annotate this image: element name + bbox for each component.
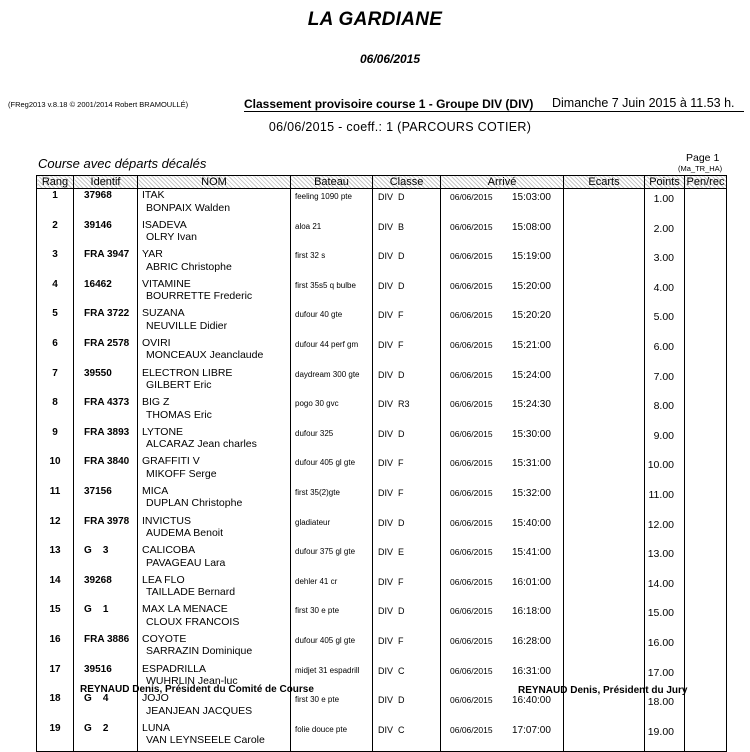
cell-nom [138, 396, 291, 426]
cell-penrec [685, 663, 727, 693]
skipper-name: MIKOFF Serge [146, 467, 217, 480]
boat-name: CALICOBA [142, 544, 196, 557]
cell-penrec [685, 337, 727, 367]
cell-rang: 8 [37, 396, 74, 426]
skipper-name: DUPLAN Christophe [146, 497, 243, 510]
boat-name: BIG Z [142, 396, 170, 409]
arrival-date: 06/06/2015 [450, 665, 493, 676]
cell-rang: 17 [37, 663, 74, 693]
cell-penrec [685, 574, 727, 604]
table-row [37, 722, 727, 752]
cell-classe: DIV C [373, 722, 441, 752]
arrival-date: 06/06/2015 [450, 339, 493, 350]
cell-points: 11.00 [645, 485, 685, 515]
arrival-date: 06/06/2015 [450, 428, 493, 439]
cell-rang: 3 [37, 248, 74, 278]
cell-arrive [441, 367, 564, 397]
cell-arrive [441, 219, 564, 249]
cell-penrec [685, 426, 727, 456]
skipper-name: TAILLADE Bernard [146, 586, 236, 599]
skipper-name: ABRIC Christophe [146, 260, 232, 273]
cell-identif: FRA 3722 [74, 307, 138, 337]
cell-classe: DIV F [373, 485, 441, 515]
skipper-name: JEANJEAN JACQUES [146, 704, 253, 717]
boat-name: ISADEVA [142, 218, 187, 231]
cell-nom [138, 367, 291, 397]
cell-bateau: gladiateur [291, 515, 373, 545]
cell-identif: 39268 [74, 574, 138, 604]
arrival-time: 15:41:00 [512, 547, 551, 559]
cell-bateau: first 30 e pte [291, 603, 373, 633]
boat-name: ELECTRON LIBRE [142, 366, 233, 379]
cell-rang: 14 [37, 574, 74, 604]
arrival-date: 06/06/2015 [450, 606, 493, 617]
table-row [37, 248, 727, 278]
cell-penrec [685, 603, 727, 633]
cell-arrive [441, 278, 564, 308]
col-header-points: Points [645, 176, 685, 189]
arrival-time: 15:03:00 [512, 192, 551, 203]
cell-ecarts [564, 367, 645, 397]
cell-rang: 18 [37, 692, 74, 722]
cell-ecarts [564, 396, 645, 426]
arrival-date: 06/06/2015 [450, 635, 493, 646]
cell-arrive [441, 455, 564, 485]
table-row [37, 219, 727, 249]
table-row [37, 189, 727, 219]
arrival-time: 15:30:00 [512, 428, 551, 440]
table-row [37, 515, 727, 545]
cell-ecarts [564, 337, 645, 367]
cell-arrive [441, 337, 564, 367]
cell-nom [138, 485, 291, 515]
boat-name: MAX LA MENACE [142, 603, 228, 616]
boat-name: COYOTE [142, 632, 187, 645]
cell-points: 10.00 [645, 455, 685, 485]
table-row [37, 367, 727, 397]
cell-classe: DIV D [373, 367, 441, 397]
cell-ecarts [564, 278, 645, 308]
cell-arrive [441, 485, 564, 515]
cell-points: 3.00 [645, 248, 685, 278]
software-credit: (FReg2013 v.8.18 © 2001/2014 Robert BRAMOULLÉ) [8, 100, 189, 109]
cell-identif: G 4 [74, 692, 138, 722]
arrival-time: 15:21:00 [512, 339, 551, 351]
cell-arrive [441, 515, 564, 545]
cell-identif: 16462 [74, 278, 138, 308]
arrival-date: 06/06/2015 [450, 547, 493, 558]
cell-points: 8.00 [645, 396, 685, 426]
cell-classe: DIV D [373, 189, 441, 219]
cell-arrive [441, 544, 564, 574]
cell-points: 5.00 [645, 307, 685, 337]
cell-arrive [441, 426, 564, 456]
boat-name: LYTONE [142, 425, 184, 438]
cell-ecarts [564, 603, 645, 633]
arrival-time: 15:31:00 [512, 458, 551, 470]
cell-bateau: dufour 405 gl gte [291, 633, 373, 663]
heading-rule [244, 111, 744, 112]
skipper-name: WUHRLIN Jean-luc [146, 675, 238, 687]
col-header-rang: Rang [37, 176, 74, 189]
cell-classe: DIV D [373, 426, 441, 456]
table-row [37, 574, 727, 604]
boat-name: ITAK [142, 189, 165, 201]
cell-arrive [441, 248, 564, 278]
table-row [37, 337, 727, 367]
cell-identif: G 3 [74, 544, 138, 574]
cell-bateau: pogo 30 gvc [291, 396, 373, 426]
arrival-date: 06/06/2015 [450, 280, 493, 291]
cell-points: 19.00 [645, 722, 685, 752]
table-row [37, 603, 727, 633]
boat-name: INVICTUS [142, 514, 192, 527]
cell-bateau: daydream 300 gte [291, 367, 373, 397]
cell-bateau: dufour 405 gl gte [291, 455, 373, 485]
cell-rang: 11 [37, 485, 74, 515]
arrival-date: 06/06/2015 [450, 458, 493, 469]
cell-penrec [685, 485, 727, 515]
cell-classe: DIV D [373, 278, 441, 308]
arrival-date: 06/06/2015 [450, 369, 493, 380]
skipper-name: MONCEAUX Jeanclaude [146, 349, 264, 362]
cell-arrive [441, 722, 564, 752]
cell-points: 2.00 [645, 219, 685, 249]
cell-identif: FRA 3978 [74, 515, 138, 545]
cell-bateau: midjet 31 espadrill [291, 663, 373, 693]
cell-identif: 37156 [74, 485, 138, 515]
arrival-date: 06/06/2015 [450, 310, 493, 321]
arrival-time: 15:24:30 [512, 399, 551, 411]
cell-points: 6.00 [645, 337, 685, 367]
skipper-name: VAN LEYNSEELE Carole [146, 734, 265, 747]
table-row [37, 633, 727, 663]
cell-classe: DIV F [373, 455, 441, 485]
cell-identif: 39516 [74, 663, 138, 693]
cell-ecarts [564, 248, 645, 278]
cell-ecarts [564, 307, 645, 337]
cell-points: 17.00 [645, 663, 685, 693]
cell-identif: FRA 3886 [74, 633, 138, 663]
cell-points: 16.00 [645, 633, 685, 663]
cell-arrive [441, 692, 564, 722]
cell-nom [138, 219, 291, 249]
cell-identif: 37968 [74, 189, 138, 219]
cell-penrec [685, 396, 727, 426]
col-header-identif: Identif [74, 176, 138, 189]
results-table [36, 175, 727, 752]
skipper-name: ALCARAZ Jean charles [146, 438, 257, 451]
cell-penrec [685, 248, 727, 278]
cell-nom [138, 722, 291, 752]
cell-classe: DIV D [373, 603, 441, 633]
arrival-date: 06/06/2015 [450, 695, 493, 706]
col-header-nom: NOM [138, 176, 291, 189]
cell-rang: 13 [37, 544, 74, 574]
cell-nom [138, 278, 291, 308]
skipper-name: NEUVILLE Didier [146, 319, 228, 332]
cell-ecarts [564, 544, 645, 574]
cell-classe: DIV F [373, 337, 441, 367]
cell-rang: 6 [37, 337, 74, 367]
cell-identif: FRA 4373 [74, 396, 138, 426]
cell-points: 7.00 [645, 367, 685, 397]
cell-ecarts [564, 574, 645, 604]
arrival-time: 16:18:00 [512, 606, 551, 618]
cell-bateau: feeling 1090 pte [291, 189, 373, 219]
cell-nom [138, 603, 291, 633]
cell-bateau: dehler 41 cr [291, 574, 373, 604]
cell-nom [138, 544, 291, 574]
skipper-name: OLRY Ivan [146, 231, 197, 244]
cell-penrec [685, 367, 727, 397]
boat-name: LEA FLO [142, 573, 185, 586]
event-date: 06/06/2015 [359, 52, 421, 66]
col-header-ecarts: Ecarts [564, 176, 645, 189]
table-row [37, 455, 727, 485]
cell-rang: 1 [37, 189, 74, 219]
cell-classe: DIV E [373, 544, 441, 574]
table-row [37, 307, 727, 337]
cell-penrec [685, 692, 727, 722]
arrival-time: 15:08:00 [512, 221, 551, 233]
arrival-time: 15:19:00 [512, 251, 551, 263]
cell-penrec [685, 722, 727, 752]
cell-classe: DIV F [373, 633, 441, 663]
boat-name: MICA [142, 484, 169, 497]
cell-arrive [441, 307, 564, 337]
cell-rang: 19 [37, 722, 74, 752]
cell-ecarts [564, 455, 645, 485]
arrival-date: 06/06/2015 [450, 251, 493, 262]
boat-name: LUNA [142, 721, 171, 734]
cell-bateau: dufour 44 perf gm [291, 337, 373, 367]
cell-rang: 9 [37, 426, 74, 456]
cell-identif: G 2 [74, 722, 138, 752]
cell-rang: 16 [37, 633, 74, 663]
col-header-bateau: Bateau [291, 176, 373, 189]
arrival-date: 06/06/2015 [450, 399, 493, 410]
cell-rang: 7 [37, 367, 74, 397]
cell-classe: DIV R3 [373, 396, 441, 426]
arrival-time: 17:07:00 [512, 724, 551, 736]
cell-ecarts [564, 692, 645, 722]
arrival-date: 06/06/2015 [450, 192, 493, 202]
cell-identif: 39550 [74, 367, 138, 397]
cell-classe: DIV B [373, 219, 441, 249]
arrival-time: 15:24:00 [512, 369, 551, 381]
skipper-name: GILBERT Eric [146, 379, 212, 392]
cell-points: 4.00 [645, 278, 685, 308]
cell-bateau: folie douce pte [291, 722, 373, 752]
cell-bateau: first 35s5 q bulbe [291, 278, 373, 308]
cell-nom [138, 307, 291, 337]
cell-identif: FRA 3893 [74, 426, 138, 456]
cell-arrive [441, 633, 564, 663]
cell-penrec [685, 633, 727, 663]
report-datetime: Dimanche 7 Juin 2015 à 11.53 h. [552, 96, 735, 110]
arrival-time: 16:28:00 [512, 635, 551, 647]
table-row [37, 426, 727, 456]
boat-name: YAR [142, 248, 163, 261]
cell-bateau: aloa 21 [291, 219, 373, 249]
classement-heading: Classement provisoire course 1 - Groupe DIV (DIV) [244, 97, 534, 111]
skipper-name: BOURRETTE Frederic [146, 290, 253, 303]
cell-points: 9.00 [645, 426, 685, 456]
cell-ecarts [564, 189, 645, 219]
table-row [37, 278, 727, 308]
table-header-row [37, 176, 727, 189]
cell-identif: FRA 2578 [74, 337, 138, 367]
table-row [37, 396, 727, 426]
skipper-name: AUDEMA Benoit [146, 527, 224, 540]
cell-ecarts [564, 515, 645, 545]
cell-points: 12.00 [645, 515, 685, 545]
cell-identif: G 1 [74, 603, 138, 633]
cell-points: 15.00 [645, 603, 685, 633]
arrival-date: 06/06/2015 [450, 517, 493, 528]
cell-points: 18.00 [645, 692, 685, 722]
cell-rang: 10 [37, 455, 74, 485]
cell-bateau: first 35(2)gte [291, 485, 373, 515]
arrival-date: 06/06/2015 [450, 724, 493, 735]
arrival-time: 16:31:00 [512, 665, 551, 677]
cell-nom [138, 337, 291, 367]
cell-nom [138, 455, 291, 485]
course-type: Course avec départs décalés [38, 156, 207, 171]
cell-nom [138, 692, 291, 722]
arrival-time: 16:40:00 [512, 695, 551, 707]
cell-nom [138, 633, 291, 663]
skipper-name: PAVAGEAU Lara [146, 556, 226, 569]
cell-bateau: dufour 375 gl gte [291, 544, 373, 574]
page-code: (Ma_TR_HA) [678, 164, 723, 173]
cell-rang: 15 [37, 603, 74, 633]
cell-penrec [685, 219, 727, 249]
arrival-time: 15:20:20 [512, 310, 551, 322]
cell-rang: 4 [37, 278, 74, 308]
arrival-date: 06/06/2015 [450, 221, 493, 232]
cell-arrive [441, 603, 564, 633]
cell-identif: FRA 3947 [74, 248, 138, 278]
cell-rang: 5 [37, 307, 74, 337]
boat-name: VITAMINE [142, 277, 191, 290]
boat-name: OVIRI [142, 336, 171, 349]
cell-penrec [685, 515, 727, 545]
skipper-name: CLOUX FRANCOIS [146, 615, 240, 628]
signature-jury: REYNAUD Denis, Président du Jury [518, 685, 688, 696]
cell-bateau: first 30 e pte [291, 692, 373, 722]
table-row [37, 692, 727, 722]
cell-nom [138, 515, 291, 545]
cell-arrive [441, 189, 564, 219]
arrival-time: 15:32:00 [512, 487, 551, 499]
col-header-arrive: Arrivé [441, 176, 564, 189]
cell-nom [138, 574, 291, 604]
cell-bateau: first 32 s [291, 248, 373, 278]
cell-nom [138, 426, 291, 456]
page-title: LA GARDIANE [307, 9, 443, 30]
cell-penrec [685, 455, 727, 485]
cell-classe: DIV F [373, 574, 441, 604]
cell-ecarts [564, 219, 645, 249]
boat-name: GRAFFITI V [142, 455, 200, 468]
cell-penrec [685, 544, 727, 574]
col-header-classe: Classe [373, 176, 441, 189]
cell-arrive [441, 396, 564, 426]
cell-classe: DIV F [373, 307, 441, 337]
cell-identif: FRA 3840 [74, 455, 138, 485]
col-header-penrec: Pen/rec [685, 176, 727, 189]
cell-bateau: dufour 325 [291, 426, 373, 456]
course-coefficient: 06/06/2015 - coeff.: 1 (PARCOURS COTIER) [268, 120, 532, 134]
arrival-date: 06/06/2015 [450, 576, 493, 587]
skipper-name: BONPAIX Walden [146, 201, 231, 214]
arrival-date: 06/06/2015 [450, 487, 493, 498]
arrival-time: 15:20:00 [512, 280, 551, 292]
cell-classe: DIV D [373, 515, 441, 545]
cell-classe: DIV D [373, 692, 441, 722]
cell-penrec [685, 307, 727, 337]
cell-identif: 39146 [74, 219, 138, 249]
skipper-name: THOMAS Eric [146, 408, 212, 421]
table-row [37, 544, 727, 574]
table-row [37, 485, 727, 515]
cell-classe: DIV D [373, 248, 441, 278]
cell-bateau: dufour 40 gte [291, 307, 373, 337]
skipper-name: SARRAZIN Dominique [146, 645, 253, 658]
cell-penrec [685, 278, 727, 308]
arrival-time: 16:01:00 [512, 576, 551, 588]
cell-nom [138, 189, 291, 219]
cell-points: 13.00 [645, 544, 685, 574]
page-number: Page 1 [686, 152, 720, 164]
cell-rang: 12 [37, 515, 74, 545]
cell-classe: DIV C [373, 663, 441, 693]
cell-ecarts [564, 722, 645, 752]
cell-rang: 2 [37, 219, 74, 249]
boat-name: JOJO [142, 692, 169, 705]
cell-ecarts [564, 426, 645, 456]
cell-ecarts [564, 633, 645, 663]
cell-ecarts [564, 485, 645, 515]
cell-points: 1.00 [645, 189, 685, 219]
cell-nom [138, 248, 291, 278]
boat-name: SUZANA [142, 307, 185, 320]
cell-arrive [441, 574, 564, 604]
cell-points: 14.00 [645, 574, 685, 604]
boat-name: ESPADRILLA [142, 662, 206, 675]
arrival-time: 15:40:00 [512, 517, 551, 529]
cell-penrec [685, 189, 727, 219]
signature-committee: REYNAUD Denis, Président du Comité de Course [80, 684, 314, 695]
